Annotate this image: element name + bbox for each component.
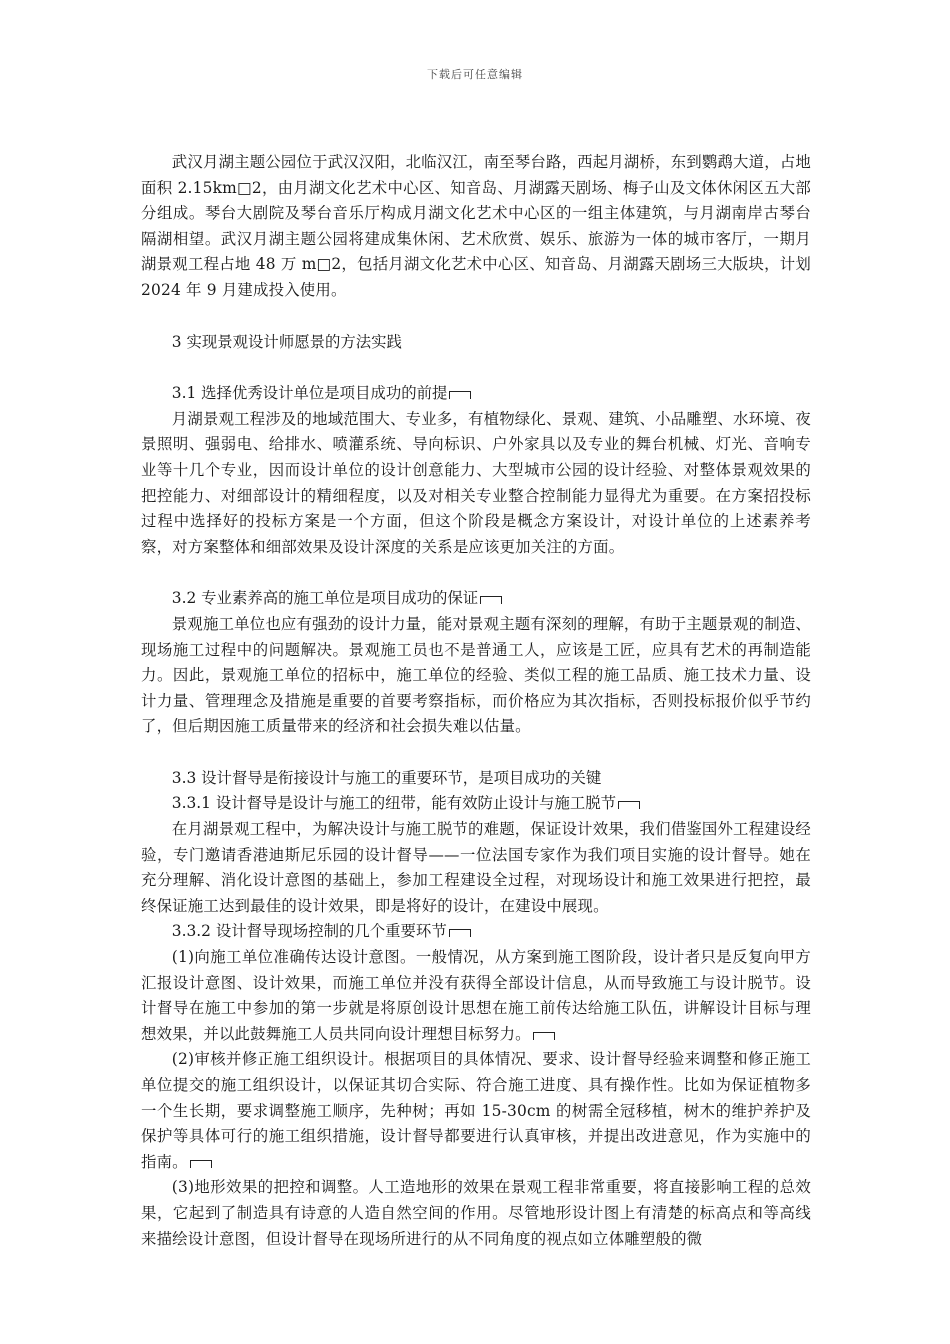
section-3-2-paragraph: 景观施工单位也应有强劲的设计力量，能对景观主题有深刻的理解，有助于主题景观的制造、现场施工过程中的问题解决。景观施工员也不是普通工人，应该是工匠，应具有艺术的再制造能力。因此，景观施工单位的招标中，施工单位的经验、类似工程的施工品质、施工技术力量、设计力量、管理理念及措施是重要的首要考察指标，而价格应为其次指标，否则投标报价似乎节约了，但后期因施工质量带来的经济和社会损失难以估量。 xyxy=(141,614,812,736)
section-3-heading: 3 实现景观设计师愿景的方法实践 xyxy=(171,332,402,351)
paragraph-mark-icon xyxy=(533,1032,555,1040)
document-body xyxy=(141,150,811,1252)
section-3-1-paragraph: 月湖景观工程涉及的地域范围大、专业多，有植物绿化、景观、建筑、小品雕塑、水环境、夜景照明、强弱电、给排水、喷灌系统、导向标识、户外家具以及专业的舞台机械、灯光、音响专业等十几个专业，因而设计单位的设计创意能力、大型城市公园的设计经验、对整体景观效果的把控能力、对细部设计的精细程度，以及对相关专业整合控制能力显得尤为重要。在方案招投标过程中选择好的投标方案是一个方面，但这个阶段是概念方案设计，对设计单位的上述素养考察，对方案整体和细部效果及设计深度的关系是应该更加关注的方面。 xyxy=(141,409,812,556)
page-header: 下载后可任意编辑 xyxy=(427,68,523,81)
section-3-3-1-heading: 3.3.1 设计督导是设计与施工的纽带，能有效防止设计与施工脱节 xyxy=(141,791,811,817)
paragraph-mark-icon xyxy=(480,596,502,604)
item-3-paragraph: (3)地形效果的把控和调整。人工造地形的效果在景观工程非常重要，将直接影响工程的总效果，它起到了制造具有诗意的人造自然空间的作用。尽管地形设计图上有清楚的标高点和等高线来描绘设计意图，但设计督导在现场所进行的从不同角度的视点如立体雕塑般的微 xyxy=(141,1178,811,1248)
section-3-2-heading: 3.2 专业素养高的施工单位是项目成功的保证 xyxy=(141,586,811,612)
item-1-paragraph: (1)向施工单位准确传达设计意图。一般情况，从方案到施工图阶段，设计者只是反复向甲方汇报设计意图、设计效果，而施工单位并没有获得全部设计信息，从而导致施工与设计脱节。设计督导在施工中参加的第一步就是将原创设计思想在施工前传达给施工队伍，讲解设计目标与理想效果，并以此鼓舞施工人员共同向设计理想目标努力。 xyxy=(141,948,811,1043)
paragraph-mark-icon xyxy=(449,929,471,937)
section-3-3-heading: 3.3 设计督导是衔接设计与施工的重要环节，是项目成功的关键 xyxy=(171,768,602,787)
section-3-1-heading: 3.1 选择优秀设计单位是项目成功的前提 xyxy=(141,381,811,407)
item-2-paragraph: (2)审核并修正施工组织设计。根据项目的具体情况、要求、设计督导经验来调整和修正施工单位提交的施工组织设计，以保证其切合实际、符合施工进度、具有操作性。比如为保证植物多一个生长期，要求调整施工顺序，先种树；再如 15-30cm 的树需全冠移植，树木的维护养护及保护等具体可行的施工组织措施，设计督导都要进行认真审核，并提出改进意见，作为实施中的指南。 xyxy=(141,1050,811,1171)
paragraph-mark-icon xyxy=(449,391,471,399)
paragraph-mark-icon xyxy=(190,1160,212,1168)
section-3-3-2-heading: 3.3.2 设计督导现场控制的几个重要环节 xyxy=(141,919,811,945)
paragraph-mark-icon xyxy=(618,801,640,809)
section-3-3-1-paragraph: 在月湖景观工程中，为解决设计与施工脱节的难题，保证设计效果，我们借鉴国外工程建设经验，专门邀请香港迪斯尼乐园的设计督导——一位法国专家作为我们项目实施的设计督导。她在充分理解、消化设计意图的基础上，参加工程建设全过程，对现场设计和施工效果进行把控，最终保证施工达到最佳的设计效果，即是将好的设计，在建设中展现。 xyxy=(141,820,812,915)
intro-paragraph: 武汉月湖主题公园位于武汉汉阳，北临汉江，南至琴台路，西起月湖桥，东到鹦鹉大道，占地面积 2.15km□2，由月湖文化艺术中心区、知音岛、月湖露天剧场、梅子山及文体休闲区五大部分组成。琴台大剧院及琴台音乐厅构成月湖文化艺术中心区的一组主体建筑，与月湖南岸古琴台隔湖相望。武汉月湖主题公园将建成集休闲、艺术欣赏、娱乐、旅游为一体的城市客厅，一期月湖景观工程占地 48 万 m□2，包括月湖文化艺术中心区、知音岛、月湖露天剧场三大版块，计划 2024 年 9 月建成投入使用。 xyxy=(141,153,812,299)
